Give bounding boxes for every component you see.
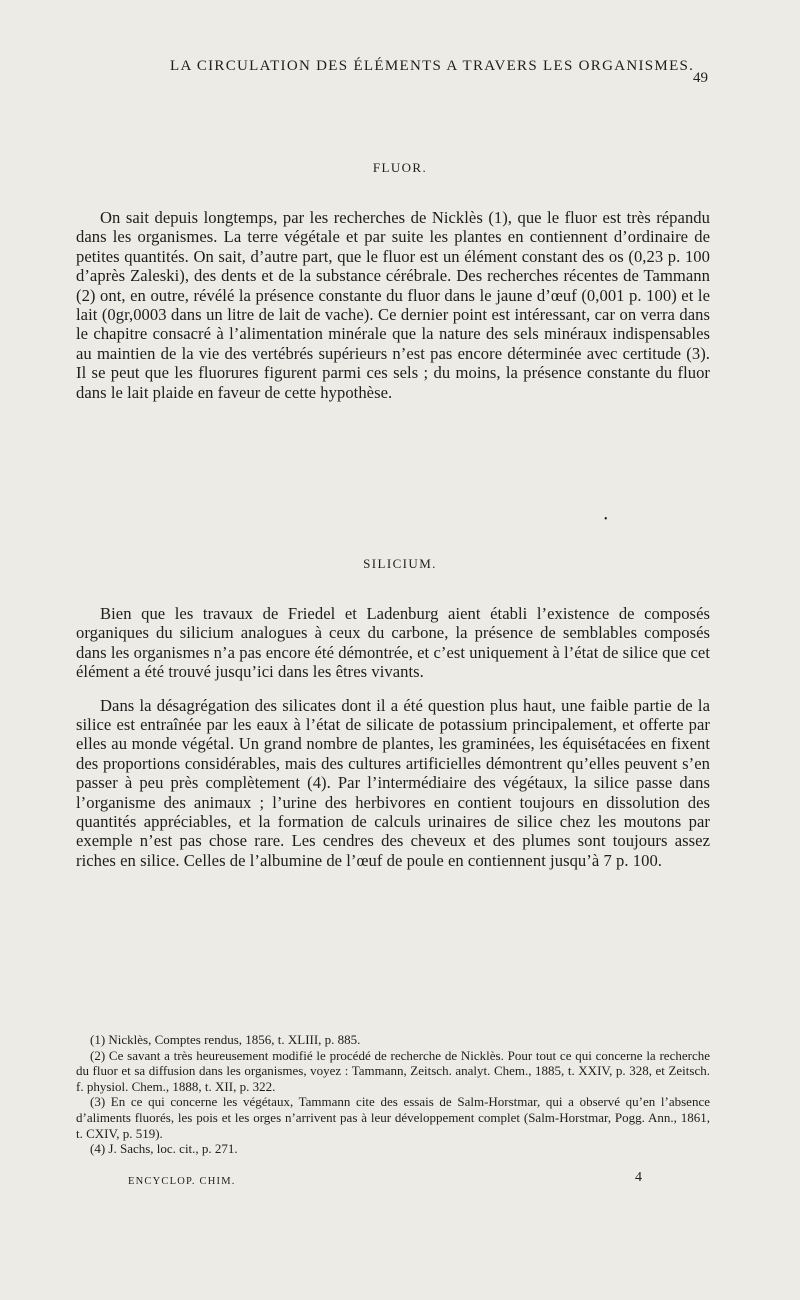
footnote: (1) Nicklès, Comptes rendus, 1856, t. XLIII, p. 885.: [90, 1032, 361, 1047]
section-body-silicium: [76, 604, 710, 870]
printer-signature: ENCYCLOP. CHIM.: [128, 1176, 236, 1187]
paragraph: Bien que les travaux de Friedel et Ladenburg aient établi l’existence de composés organiques du silicium analogues à ceux du carbone, la présence de semblables composés dans les organismes n’a pas encore été démontrée, et c’est uniquement à l’état de silice que cet élément a été trouvé jusqu’ici dans les êtres vivants.: [76, 604, 710, 682]
section-title-silicium: SILICIUM.: [363, 556, 437, 571]
section-title-fluor: FLUOR.: [372, 160, 428, 175]
section-body-fluor: [76, 208, 710, 402]
footnote: (2) Ce savant a très heureusement modifié le procédé de recherche de Nicklès. Pour tout ce qui concerne la recherche du fluor et sa diffusion dans les organismes, voyez : Tammann, Zeitsch. analyt. Chem., 1885, t. XXIV, p. 328, et Zeitsch. f. physiol. Chem., 1888, t. XII, p. 322.: [76, 1047, 710, 1094]
footnote: (3) En ce qui concerne les végétaux, Tammann cite des essais de Salm-Horstmar, qui a observé qu’en l’absence d’aliments fluorés, les pois et les orges n’arrivent pas à leur développement complet (Salm-Horstmar, Pogg. Ann., 1861, t. CXIV, p. 519).: [76, 1094, 710, 1141]
footnotes: [76, 1032, 710, 1157]
footnote: (4) J. Sachs, loc. cit., p. 271.: [90, 1141, 238, 1157]
running-head: LA CIRCULATION DES ÉLÉMENTS A TRAVERS LES ORGANISMES.: [170, 58, 695, 74]
page-number: 49: [693, 70, 708, 86]
paragraph: Dans la désagrégation des silicates dont il a été question plus haut, une faible partie de la silice est entraînée par les eaux à l’état de silicate de potassium principalement, et offerte par elles au monde végétal. Un grand nombre de plantes, les graminées, les équisétacées en fixent des proportions considérables, mais des cultures artificielles démontrent qu’elles peuvent s’en passer à peu près complètement (4). Par l’intermédiaire des végétaux, la silice passe dans l’organisme des animaux ; l’urine des herbivores en contient toujours en dissolution des quantités appréciables, et la formation de calculs urinaires de silice chez les moutons par exemple n’est pas chose rare. Les cendres des cheveux et des plumes sont toujours assez riches en silice. Celles de l’albumine de l’œuf de poule en contiennent jusqu’à 7 p. 100.: [76, 695, 710, 870]
signature-number: 4: [635, 1170, 642, 1185]
stray-mark: •: [604, 514, 608, 525]
paragraph: On sait depuis longtemps, par les recherches de Nicklès (1), que le fluor est très répandu dans les organismes. La terre végétale et par suite les plantes en contiennent d’ordinaire de petites quantités. On sait, d’autre part, que le fluor est un élément constant des os (0,23 p. 100 d’après Zaleski), des dents et de la substance cérébrale. Des recherches récentes de Tammann (2) ont, en outre, révélé la présence constante du fluor dans le jaune d’œuf (0,001 p. 100) et le lait (0gr,0003 dans un litre de lait de vache). Ce dernier point est intéressant, car on verra dans le chapitre consacré à l’alimentation minérale que la nature des sels minéraux indispensables au maintien de la vie des vertébrés supérieurs n’est pas encore déterminée avec certitude (3). Il se peut que les fluorures figurent parmi ces sels ; du moins, la présence constante du fluor dans le lait plaide en faveur de cette hypothèse.: [76, 208, 710, 402]
